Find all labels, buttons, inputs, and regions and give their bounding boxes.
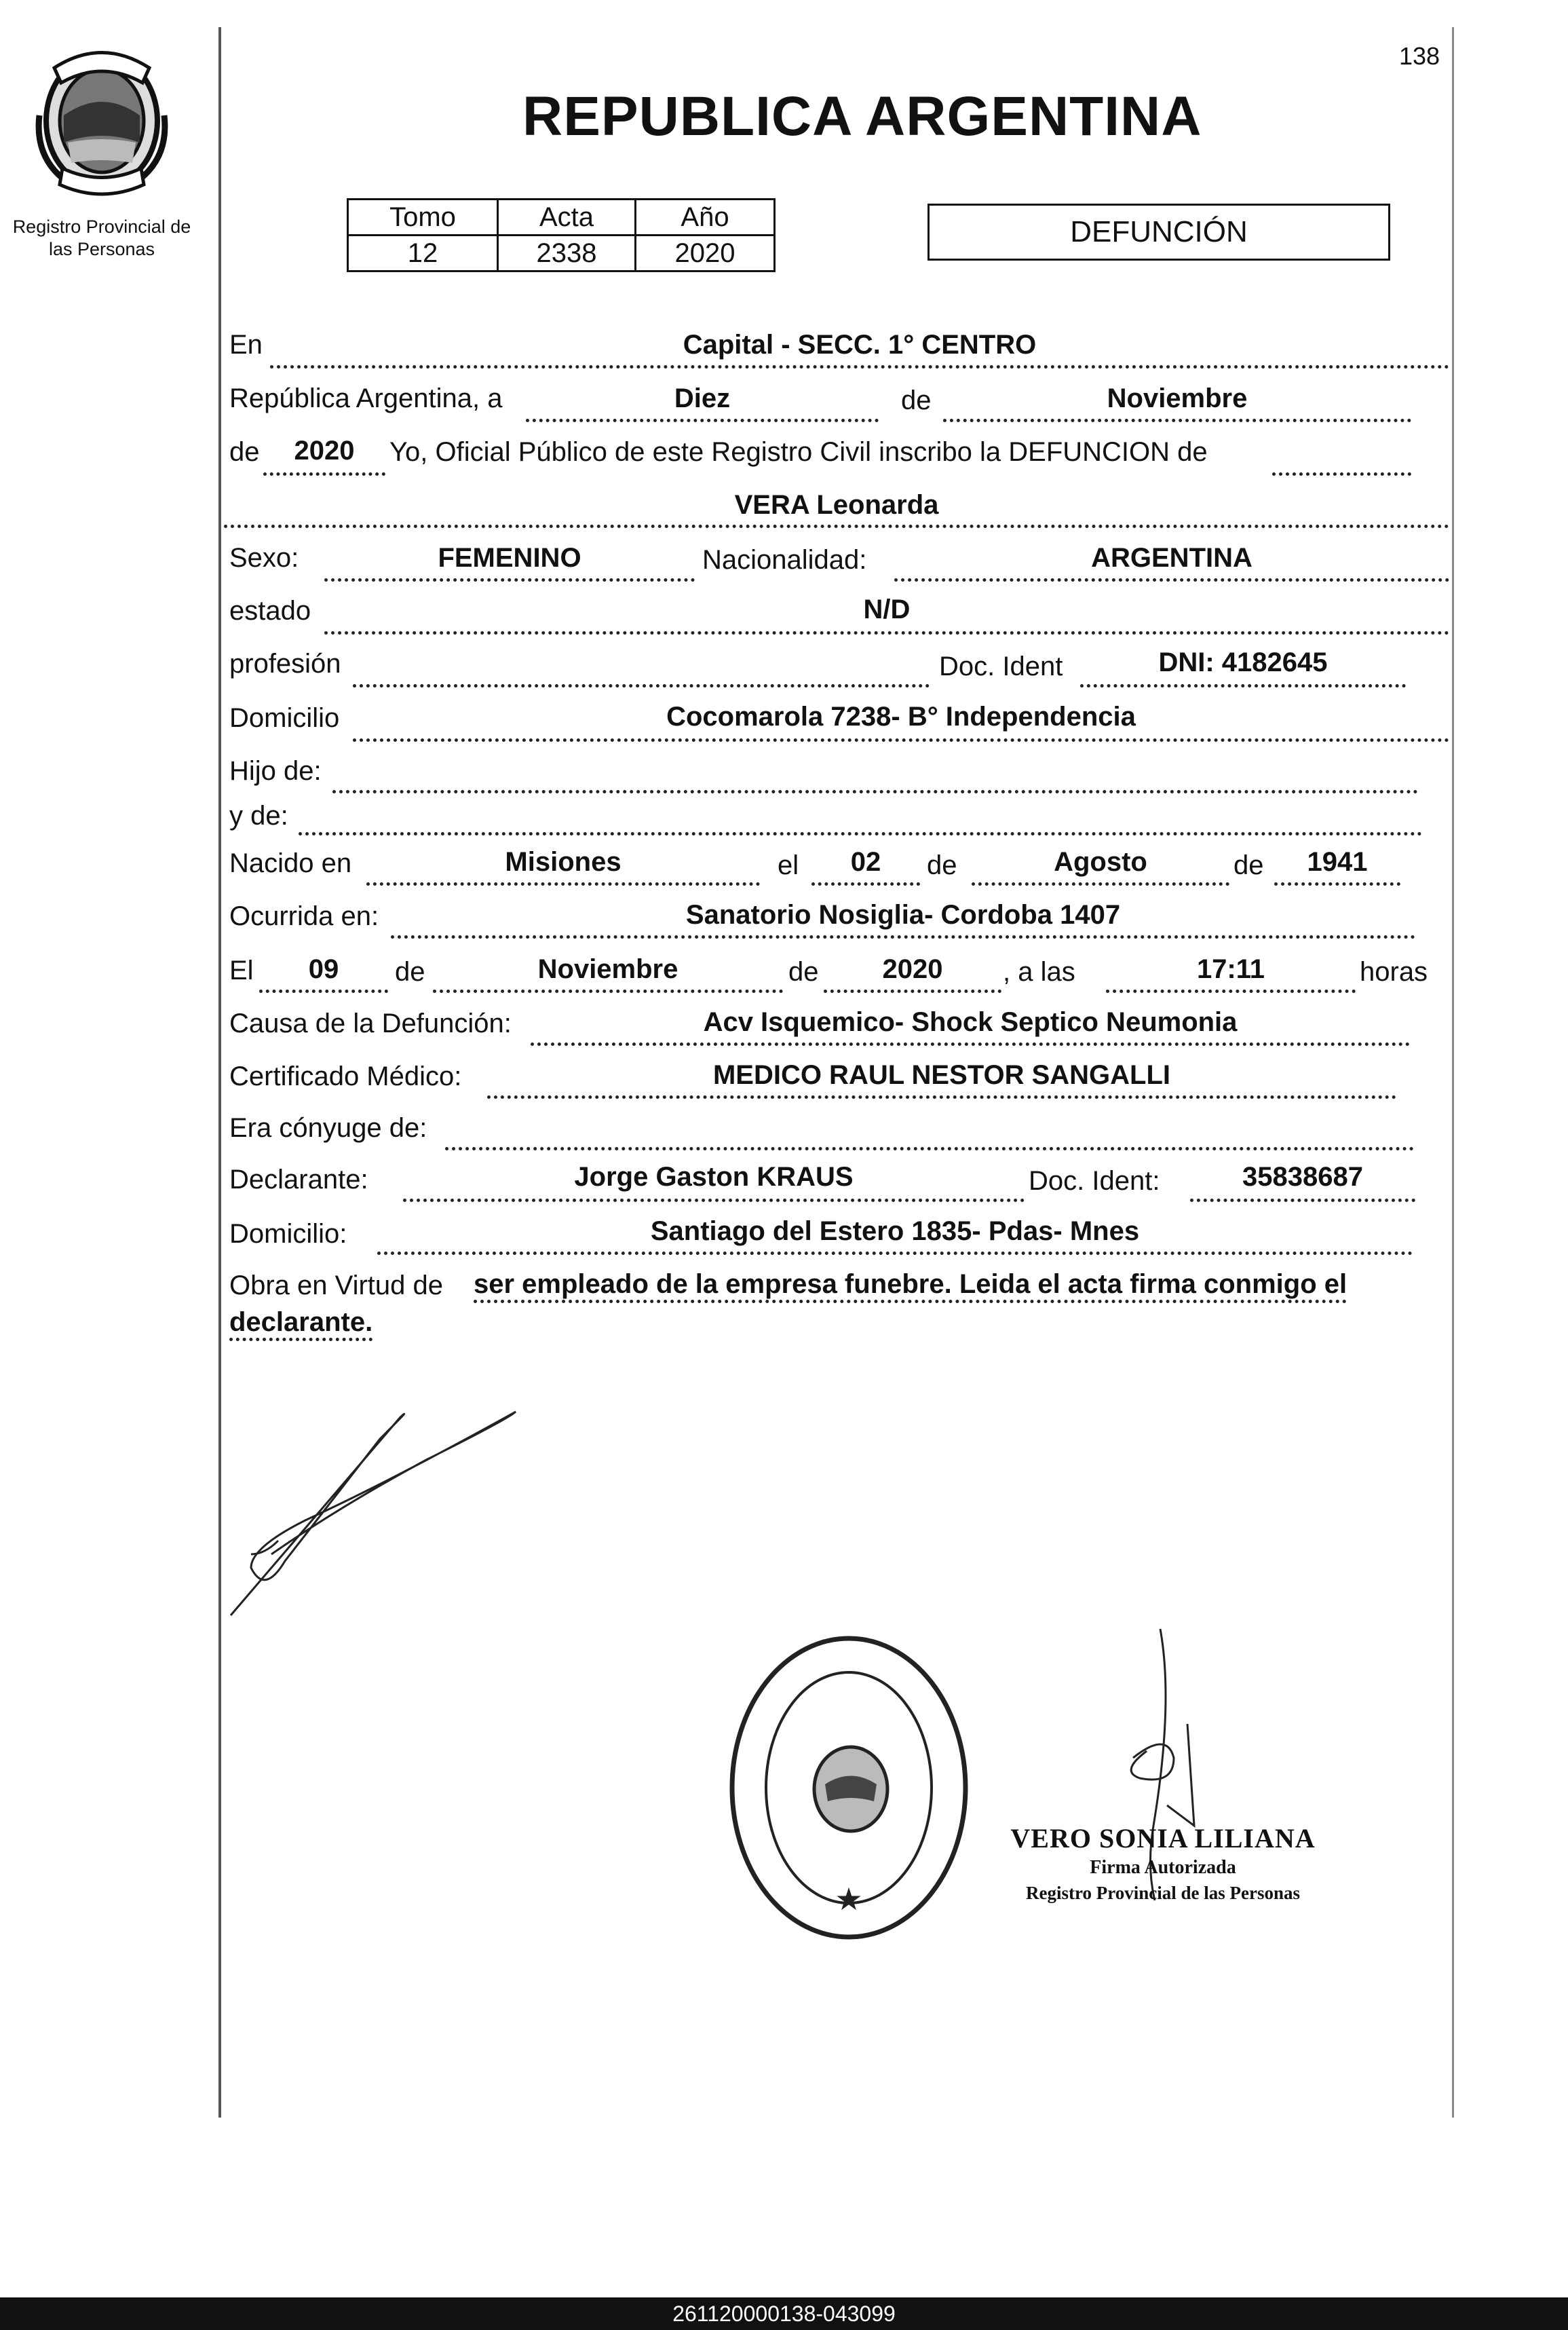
obra-value-line1: ser empleado de la empresa funebre. Leida el acta firma conmigo el (474, 1269, 1347, 1303)
nacido-line (366, 882, 760, 886)
de5-label: de (395, 957, 425, 987)
horas-label: horas (1360, 957, 1428, 987)
inscribo-line (1272, 472, 1411, 476)
conyuge-label: Era cónyuge de: (229, 1113, 427, 1143)
nacionalidad-label: Nacionalidad: (702, 545, 867, 575)
yde-label: y de: (229, 801, 288, 831)
right-margin-line (1452, 27, 1454, 2118)
doc-ident-line (1080, 684, 1406, 688)
province-emblem (27, 41, 176, 197)
causa-label: Causa de la Defunción: (229, 1009, 512, 1038)
declarant-signature (224, 1398, 536, 1622)
obra-value-line2: declarante. (229, 1307, 372, 1341)
en-label: En (229, 330, 263, 360)
certificado-line (487, 1095, 1396, 1099)
declarante-value: Jorge Gaston KRAUS (574, 1162, 854, 1192)
de2-label: de (229, 437, 260, 467)
declarante-label: Declarante: (229, 1165, 368, 1195)
el-label: el (778, 850, 799, 880)
birth-month-value: Agosto (1054, 847, 1147, 877)
estado-line (324, 631, 1449, 635)
doc-ident-value: DNI: 4182645 (1158, 647, 1328, 677)
estado-value: N/D (863, 595, 911, 624)
domicilio2-line (377, 1252, 1413, 1255)
anio-header: Año (636, 200, 775, 236)
doc-ident2-value: 35838687 (1242, 1162, 1363, 1192)
year-value: 2020 (294, 436, 355, 466)
domicilio-value: Cocomarola 7238- B° Independencia (666, 702, 1136, 732)
birth-year-value: 1941 (1307, 847, 1368, 877)
birthplace-value: Misiones (505, 847, 622, 877)
domicilio2-label: Domicilio: (229, 1219, 347, 1249)
de6-label: de (788, 957, 819, 987)
anio-value: 2020 (636, 236, 775, 271)
page-number: 138 (1399, 42, 1440, 70)
day-line (526, 419, 879, 422)
death-year-value: 2020 (882, 954, 943, 984)
sexo-value: FEMENINO (438, 543, 581, 573)
death-month-value: Noviembre (537, 954, 678, 984)
official-role: Firma Autorizada (1090, 1857, 1236, 1878)
day-value: Diez (674, 383, 731, 413)
doc-ident-label: Doc. Ident (939, 652, 1063, 681)
domicilio2-value: Santiago del Estero 1835- Pdas- Mnes (650, 1216, 1140, 1246)
domicilio-line (353, 738, 1449, 742)
de3-label: de (927, 850, 957, 880)
official-name: VERO SONIA LILIANA (1010, 1823, 1316, 1854)
estado-label: estado (229, 596, 311, 626)
profesion-label: profesión (229, 649, 341, 679)
record-type-box (928, 204, 1390, 261)
ocurrida-label: Ocurrida en: (229, 901, 379, 931)
record-table (347, 198, 776, 272)
nacionalidad-line (894, 578, 1449, 582)
doc-ident2-label: Doc. Ident: (1029, 1166, 1160, 1196)
deceased-name: VERA Leonarda (734, 490, 939, 520)
declarante-line (403, 1199, 1025, 1202)
name-line (224, 525, 1449, 528)
tomo-value: 12 (348, 236, 498, 271)
ocurrida-line (391, 935, 1415, 939)
republica-label: República Argentina, a (229, 383, 503, 413)
certificado-value: MEDICO RAUL NESTOR SANGALLI (712, 1060, 1171, 1090)
obra-label: Obra en Virtud de (229, 1271, 444, 1300)
nacionalidad-value: ARGENTINA (1091, 543, 1253, 573)
page-title: REPUBLICA ARGENTINA (522, 86, 1202, 147)
domicilio-label: Domicilio (229, 703, 340, 733)
causa-line (531, 1042, 1410, 1046)
footer-code: 261120000138-043099 (672, 2301, 896, 2326)
hijo-line (332, 790, 1418, 793)
sexo-label: Sexo: (229, 543, 299, 573)
acta-value: 2338 (498, 236, 636, 271)
en-value: Capital - SECC. 1° CENTRO (683, 330, 1037, 360)
conyuge-line (445, 1147, 1414, 1150)
registry-name-line2: las Personas (48, 239, 155, 259)
de-label: de (901, 386, 932, 415)
official-org: Registro Provincial de las Personas (1026, 1883, 1300, 1903)
tomo-header: Tomo (348, 200, 498, 236)
footer-code-bar (0, 2297, 1568, 2330)
svg-text:★: ★ (835, 1881, 863, 1917)
en-line (270, 365, 1449, 369)
nacido-label: Nacido en (229, 848, 352, 878)
death-day-line (259, 990, 388, 993)
acta-header: Acta (498, 200, 636, 236)
birth-month-line (972, 882, 1229, 886)
time-value: 17:11 (1196, 954, 1265, 984)
death-month-line (433, 990, 783, 993)
registry-name-line1: Registro Provincial de (12, 217, 191, 237)
alas-label: , a las (1003, 957, 1075, 987)
yde-line (299, 832, 1422, 835)
month-line (943, 419, 1411, 422)
sexo-line (324, 578, 695, 582)
left-margin-line (218, 27, 221, 2118)
hijo-label: Hijo de: (229, 756, 322, 786)
time-line (1106, 990, 1356, 993)
ocurrida-value: Sanatorio Nosiglia- Cordoba 1407 (685, 900, 1121, 930)
inscribo-text: Yo, Oficial Público de este Registro Civil inscribo la DEFUNCION de (389, 437, 1208, 467)
causa-value: Acv Isquemico- Shock Septico Neumonia (703, 1007, 1238, 1037)
death-year-line (824, 990, 1001, 993)
doc-ident2-line (1190, 1199, 1415, 1202)
profesion-line (353, 684, 930, 688)
certificado-label: Certificado Médico: (229, 1061, 462, 1091)
official-stamp (723, 1632, 974, 1944)
month-value: Noviembre (1107, 383, 1248, 413)
el2-label: El (229, 956, 254, 985)
birth-day-value: 02 (850, 847, 881, 877)
birth-day-line (811, 882, 920, 886)
death-day-value: 09 (308, 954, 339, 984)
birth-year-line (1274, 882, 1400, 886)
de4-label: de (1234, 850, 1264, 880)
record-type: DEFUNCIÓN (1070, 215, 1248, 248)
year-line (263, 472, 385, 476)
